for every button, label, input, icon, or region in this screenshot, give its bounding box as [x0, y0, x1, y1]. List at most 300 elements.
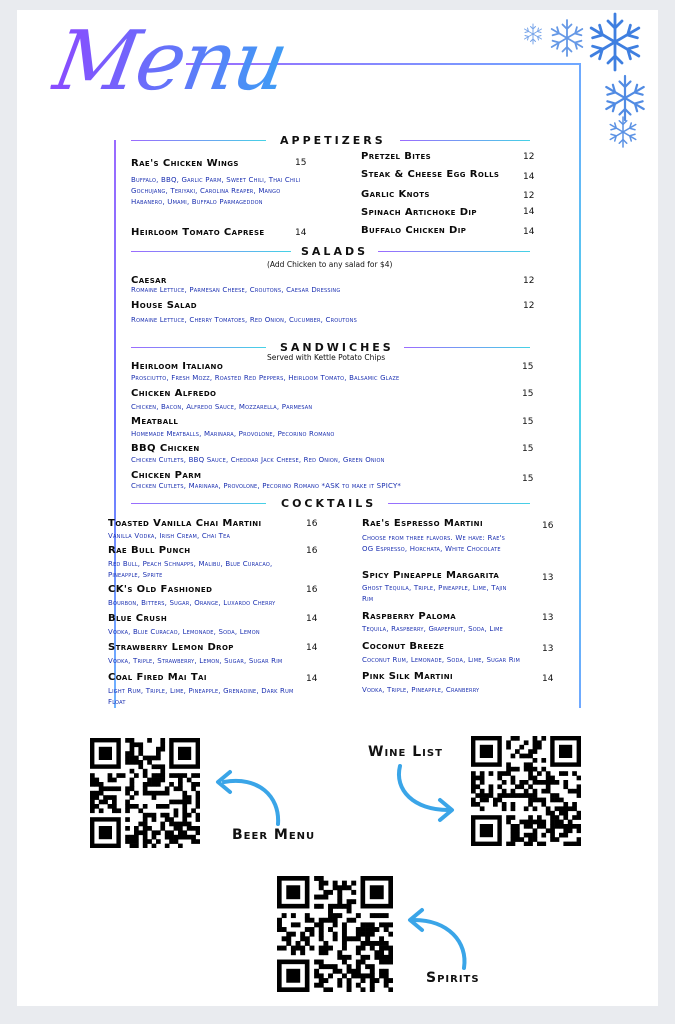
- qr-module: [563, 802, 568, 807]
- qr-module: [541, 780, 546, 785]
- qr-module: [337, 904, 342, 909]
- qr-module: [515, 793, 520, 798]
- qr-module: [546, 771, 551, 776]
- qr-module: [323, 890, 328, 895]
- qr-module: [156, 782, 161, 787]
- qr-module: [577, 815, 581, 820]
- qr-module: [130, 804, 135, 809]
- qr-module: [480, 780, 485, 785]
- qr-module: [475, 784, 480, 789]
- qr-module: [511, 793, 516, 798]
- qr-module: [99, 826, 112, 839]
- qr-module: [379, 960, 384, 965]
- qr-module: [125, 804, 130, 809]
- qr-module: [379, 913, 384, 918]
- qr-module: [577, 824, 581, 829]
- qr-module: [550, 793, 555, 798]
- qr-module: [309, 927, 314, 932]
- beer-menu-qr-code-icon[interactable]: [90, 738, 200, 848]
- qr-module: [546, 784, 551, 789]
- menu-item-price: 15: [522, 417, 534, 427]
- qr-module: [165, 804, 170, 809]
- qr-module: [99, 791, 104, 796]
- qr-module: [559, 806, 564, 811]
- qr-module: [314, 922, 319, 927]
- qr-module: [563, 784, 568, 789]
- qr-module: [384, 946, 389, 951]
- qr-module: [196, 791, 200, 796]
- menu-item-price: 14: [306, 674, 318, 684]
- qr-module: [108, 795, 113, 800]
- qr-module: [305, 913, 310, 918]
- qr-module: [134, 826, 139, 831]
- qr-module: [182, 822, 187, 827]
- qr-module: [328, 913, 333, 918]
- qr-module: [143, 830, 148, 835]
- qr-module: [323, 946, 328, 951]
- qr-module: [291, 946, 296, 951]
- qr-module: [374, 927, 379, 932]
- qr-module: [347, 904, 352, 909]
- qr-module: [314, 983, 319, 988]
- qr-module: [480, 798, 485, 803]
- menu-item-price: 14: [523, 172, 535, 182]
- qr-module: [572, 802, 577, 807]
- qr-module: [541, 802, 546, 807]
- qr-module: [147, 760, 152, 765]
- qr-module: [541, 820, 546, 825]
- qr-module: [370, 973, 375, 978]
- qr-module: [147, 738, 152, 743]
- qr-module: [489, 793, 494, 798]
- qr-module: [489, 771, 494, 776]
- menu-item-name: Meatball: [131, 416, 179, 427]
- qr-module: [370, 941, 375, 946]
- qr-module: [563, 828, 568, 833]
- qr-module: [533, 789, 538, 794]
- qr-module: [116, 808, 121, 813]
- qr-module: [524, 820, 529, 825]
- menu-item-desc: Vodka, Triple, Strawberry, Lemon, Sugar, Sugar Rim: [108, 657, 283, 665]
- qr-module: [130, 835, 135, 840]
- qr-module: [351, 918, 356, 923]
- qr-module: [524, 780, 529, 785]
- qr-module: [305, 941, 310, 946]
- qr-module: [515, 736, 520, 741]
- menu-item-price: 13: [542, 613, 554, 623]
- qr-module: [182, 817, 187, 822]
- qr-module: [130, 756, 135, 761]
- qr-module: [541, 842, 546, 846]
- qr-module: [169, 817, 174, 822]
- qr-module: [282, 927, 287, 932]
- qr-module: [515, 767, 520, 772]
- qr-module: [577, 811, 581, 816]
- qr-module: [319, 960, 324, 965]
- qr-module: [143, 826, 148, 831]
- cocktails-rule-right: [388, 503, 530, 504]
- qr-module: [333, 885, 338, 890]
- qr-module: [169, 835, 174, 840]
- qr-module: [351, 881, 356, 886]
- qr-module: [305, 936, 310, 941]
- qr-module: [347, 983, 352, 988]
- qr-module: [300, 950, 305, 955]
- qr-module: [187, 778, 192, 783]
- qr-module: [480, 824, 493, 837]
- qr-module: [502, 771, 507, 776]
- qr-module: [541, 736, 546, 741]
- qr-module: [174, 800, 179, 805]
- menu-item-name: Steak & Cheese Egg Rolls: [361, 169, 500, 180]
- qr-module: [125, 835, 130, 840]
- qr-module: [497, 776, 502, 781]
- qr-module: [309, 946, 314, 951]
- menu-item-name: Rae's Chicken Wings: [131, 158, 239, 169]
- qr-module: [156, 839, 161, 844]
- qr-module: [384, 969, 389, 974]
- qr-module: [156, 778, 161, 783]
- qr-module: [519, 793, 524, 798]
- qr-module: [502, 793, 507, 798]
- qr-module: [370, 978, 375, 983]
- qr-module: [191, 773, 196, 778]
- qr-module: [333, 913, 338, 918]
- qr-module: [328, 927, 333, 932]
- qr-module: [577, 776, 581, 781]
- qr-module: [537, 824, 542, 829]
- qr-module: [519, 784, 524, 789]
- qr-module: [374, 955, 379, 960]
- qr-module: [191, 839, 196, 844]
- qr-module: [559, 811, 564, 816]
- qr-module: [370, 932, 375, 937]
- qr-module: [121, 773, 126, 778]
- qr-module: [342, 946, 347, 951]
- qr-module: [178, 786, 183, 791]
- menu-item-desc: Tequila, Raspberry, Grapefruit, Soda, Lime: [362, 625, 504, 633]
- qr-module: [502, 802, 507, 807]
- qr-module: [125, 738, 130, 743]
- qr-module: [328, 946, 333, 951]
- qr-module: [365, 941, 370, 946]
- appetizers-rule-right: [400, 140, 530, 141]
- qr-module: [537, 771, 542, 776]
- qr-module: [533, 837, 538, 842]
- qr-module: [112, 778, 117, 783]
- qr-module: [147, 756, 152, 761]
- qr-module: [156, 791, 161, 796]
- qr-module: [328, 964, 333, 969]
- qr-module: [196, 800, 200, 805]
- qr-module: [356, 983, 361, 988]
- qr-module: [497, 793, 502, 798]
- menu-item-name: Strawberry Lemon Drop: [108, 642, 234, 653]
- menu-item-price: 12: [523, 191, 535, 201]
- qr-module: [537, 798, 542, 803]
- qr-module: [152, 830, 157, 835]
- menu-item-desc: Vanilla Vodka, Irish Cream, Chai Tea: [108, 532, 231, 540]
- menu-item-name: Pretzel Bites: [361, 151, 432, 162]
- qr-module: [196, 830, 200, 835]
- qr-module: [169, 830, 174, 835]
- qr-module: [528, 833, 533, 838]
- qr-module: [568, 842, 573, 846]
- qr-module: [108, 804, 113, 809]
- qr-module: [125, 760, 130, 765]
- qr-module: [511, 736, 516, 741]
- qr-module: [546, 828, 551, 833]
- qr-module: [125, 751, 130, 756]
- menu-item-price: 16: [306, 519, 318, 529]
- menu-item-price: 14: [542, 674, 554, 684]
- qr-module: [99, 782, 104, 787]
- menu-item-desc: Coconut Rum, Lemonade, Soda, Lime, Sugar Rim: [362, 656, 521, 664]
- qr-module: [328, 987, 333, 992]
- qr-module: [323, 964, 328, 969]
- qr-module: [533, 820, 538, 825]
- qr-module: [337, 895, 342, 900]
- qr-module: [342, 973, 347, 978]
- qr-module: [319, 904, 324, 909]
- qr-module: [337, 885, 342, 890]
- qr-module: [138, 742, 143, 747]
- qr-module: [152, 791, 157, 796]
- qr-module: [337, 899, 342, 904]
- qr-module: [484, 793, 489, 798]
- qr-module: [319, 881, 324, 886]
- qr-module: [563, 806, 568, 811]
- qr-module: [296, 946, 301, 951]
- qr-module: [143, 839, 148, 844]
- qr-module: [515, 824, 520, 829]
- qr-module: [365, 927, 370, 932]
- qr-module: [506, 745, 511, 750]
- qr-module: [533, 740, 538, 745]
- snowflake-decoration: [515, 10, 660, 155]
- qr-module: [286, 969, 300, 983]
- wine-list-qr-code-icon[interactable]: [471, 736, 581, 846]
- qr-module: [555, 793, 560, 798]
- qr-module: [178, 800, 183, 805]
- qr-module: [333, 964, 338, 969]
- qr-module: [568, 824, 573, 829]
- qr-module: [90, 778, 95, 783]
- qr-module: [174, 835, 179, 840]
- qr-module: [568, 789, 573, 794]
- qr-module: [174, 773, 179, 778]
- qr-module: [524, 789, 529, 794]
- qr-module: [342, 936, 347, 941]
- spirits-qr-code-icon[interactable]: [277, 876, 393, 992]
- qr-module: [511, 780, 516, 785]
- sandwiches-note: Served with Kettle Potato Chips: [267, 353, 386, 362]
- qr-module: [347, 964, 352, 969]
- menu-item-price: 14: [295, 228, 307, 238]
- qr-module: [187, 826, 192, 831]
- qr-module: [178, 782, 183, 787]
- sandwiches-rule-right: [404, 347, 530, 348]
- qr-module: [365, 936, 370, 941]
- qr-module: [138, 760, 143, 765]
- qr-module: [351, 899, 356, 904]
- qr-module: [319, 895, 324, 900]
- qr-module: [314, 969, 319, 974]
- qr-module: [130, 751, 135, 756]
- qr-module: [511, 789, 516, 794]
- qr-module: [90, 782, 95, 787]
- qr-module: [174, 813, 179, 818]
- qr-module: [370, 913, 375, 918]
- qr-module: [309, 918, 314, 923]
- qr-module: [319, 973, 324, 978]
- qr-module: [152, 756, 157, 761]
- qr-module: [156, 756, 161, 761]
- qr-module: [130, 747, 135, 752]
- qr-module: [328, 918, 333, 923]
- qr-module: [286, 936, 291, 941]
- qr-module: [99, 786, 104, 791]
- qr-module: [138, 830, 143, 835]
- qr-module: [152, 817, 157, 822]
- qr-module: [305, 927, 310, 932]
- qr-module: [174, 839, 179, 844]
- qr-module: [511, 842, 516, 846]
- qr-module: [528, 767, 533, 772]
- qr-module: [156, 764, 161, 769]
- qr-module: [99, 800, 104, 805]
- qr-module: [370, 922, 375, 927]
- qr-module: [533, 767, 538, 772]
- salads-rule-left: [131, 251, 291, 252]
- qr-module: [572, 824, 577, 829]
- qr-module: [379, 936, 384, 941]
- qr-module: [563, 833, 568, 838]
- qr-module: [90, 808, 95, 813]
- qr-module: [286, 885, 300, 899]
- qr-module: [333, 904, 338, 909]
- qr-module: [286, 932, 291, 937]
- cocktails-rule-left: [131, 503, 266, 504]
- menu-item-price: 15: [522, 474, 534, 484]
- qr-module: [160, 747, 165, 752]
- qr-module: [533, 745, 538, 750]
- qr-module: [511, 802, 516, 807]
- qr-module: [314, 895, 319, 900]
- qr-module: [152, 778, 157, 783]
- qr-module: [191, 782, 196, 787]
- qr-module: [342, 881, 347, 886]
- qr-module: [568, 806, 573, 811]
- qr-module: [337, 969, 342, 974]
- qr-module: [524, 806, 529, 811]
- qr-module: [515, 833, 520, 838]
- qr-module: [323, 918, 328, 923]
- qr-module: [147, 791, 152, 796]
- qr-module: [130, 839, 135, 844]
- qr-module: [577, 789, 581, 794]
- qr-module: [108, 786, 113, 791]
- menu-item-desc: Vodka, Blue Curacao, Lemonade, Soda, Lemon: [108, 628, 260, 636]
- qr-module: [506, 762, 511, 767]
- menu-item-desc: Choose from three flavors. We have: Rae's OG Espresso, Horchata, White Chocolate: [362, 534, 506, 553]
- qr-module: [130, 844, 135, 848]
- qr-module: [475, 793, 480, 798]
- qr-module: [537, 740, 542, 745]
- qr-module: [577, 828, 581, 833]
- qr-module: [333, 969, 338, 974]
- qr-module: [125, 800, 130, 805]
- qr-module: [165, 830, 170, 835]
- qr-module: [480, 776, 485, 781]
- qr-module: [563, 815, 568, 820]
- qr-module: [182, 804, 187, 809]
- qr-module: [502, 806, 507, 811]
- qr-module: [342, 932, 347, 937]
- qr-module: [568, 820, 573, 825]
- qr-module: [182, 813, 187, 818]
- qr-module: [361, 932, 366, 937]
- qr-module: [160, 769, 165, 774]
- qr-module: [511, 837, 516, 842]
- qr-module: [130, 782, 135, 787]
- menu-item-price: 13: [542, 644, 554, 654]
- qr-module: [152, 795, 157, 800]
- qr-module: [342, 941, 347, 946]
- qr-module: [497, 771, 502, 776]
- qr-module: [546, 780, 551, 785]
- menu-item-price: 13: [542, 573, 554, 583]
- qr-module: [480, 745, 493, 758]
- menu-item-price: 14: [523, 227, 535, 237]
- qr-module: [156, 747, 161, 752]
- qr-module: [130, 778, 135, 783]
- qr-module: [138, 822, 143, 827]
- snowflake-icon: [606, 76, 643, 120]
- qr-module: [370, 987, 375, 992]
- qr-module: [296, 922, 301, 927]
- qr-module: [300, 936, 305, 941]
- qr-module: [196, 813, 200, 818]
- qr-module: [337, 978, 342, 983]
- qr-module: [323, 978, 328, 983]
- menu-item-name: Pink Silk Martini: [362, 671, 453, 682]
- qr-module: [511, 806, 516, 811]
- qr-module: [182, 835, 187, 840]
- qr-module: [528, 815, 533, 820]
- menu-item-price: 15: [522, 389, 534, 399]
- qr-module: [314, 876, 319, 881]
- qr-module: [191, 826, 196, 831]
- qr-module: [160, 742, 165, 747]
- qr-module: [300, 946, 305, 951]
- qr-module: [165, 813, 170, 818]
- menu-item-name: Raspberry Paloma: [362, 611, 457, 622]
- qr-module: [365, 932, 370, 937]
- qr-module: [156, 751, 161, 756]
- qr-module: [165, 844, 170, 848]
- sandwiches-heading: SANDWICHES: [280, 341, 394, 354]
- qr-module: [147, 782, 152, 787]
- qr-module: [347, 899, 352, 904]
- qr-module: [319, 918, 324, 923]
- qr-module: [291, 950, 296, 955]
- menu-item-name: Heirloom Italiano: [131, 361, 224, 372]
- qr-module: [300, 932, 305, 937]
- qr-module: [134, 804, 139, 809]
- qr-module: [178, 747, 191, 760]
- qr-module: [314, 973, 319, 978]
